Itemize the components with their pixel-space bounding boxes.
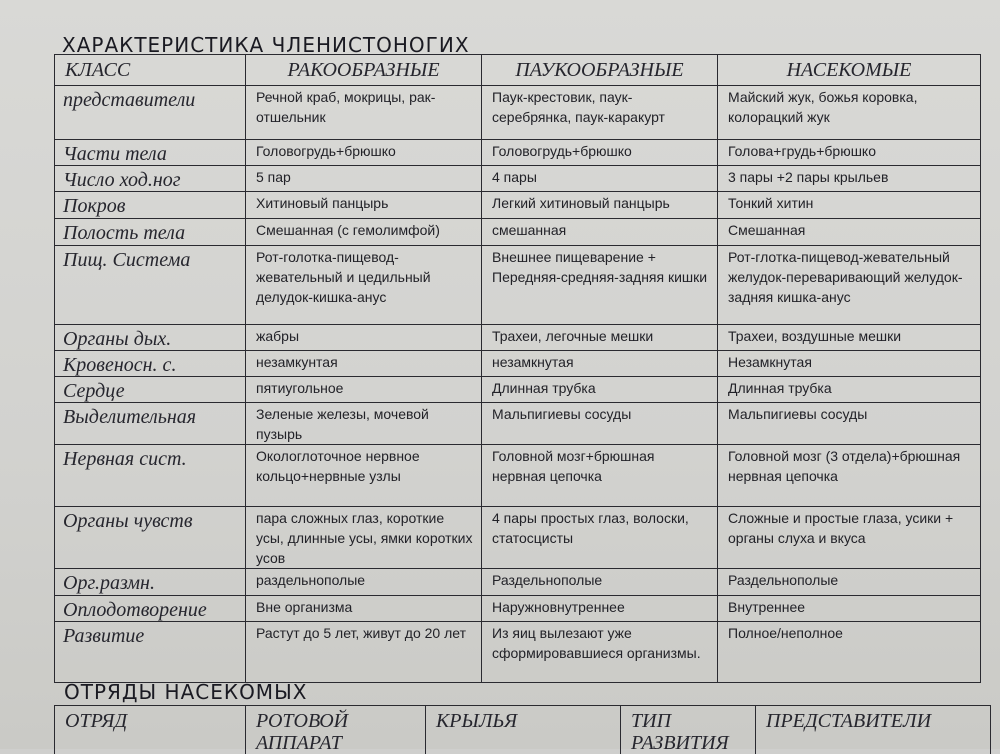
cell-crustaceans: Головогрудь+брюшко <box>246 140 482 166</box>
row-label: Органы дых. <box>55 325 246 351</box>
cell-crustaceans: Вне организма <box>246 596 482 622</box>
cell-arachnids: Легкий хитиновый панцырь <box>482 192 718 219</box>
header-representatives: ПРЕДСТАВИТЕЛИ <box>756 706 991 754</box>
table-row <box>55 166 981 192</box>
table-row <box>55 246 981 325</box>
header-order: ОТРЯД <box>55 706 246 754</box>
cell-crustaceans: жабры <box>246 325 482 351</box>
cell-insects: Незамкнутая <box>718 351 981 377</box>
row-label: Полость тела <box>55 219 246 246</box>
cell-crustaceans: Зеленые железы, мочевой пузырь <box>246 403 482 445</box>
cell-insects: Майский жук, божья коровка, колорацкий жук <box>718 86 981 140</box>
cell-crustaceans: пара сложных глаз, короткие усы, длинные усы, ямки коротких усов <box>246 507 482 569</box>
cell-crustaceans: Хитиновый панцырь <box>246 192 482 219</box>
table-row <box>55 86 981 140</box>
cell-crustaceans: 5 пар <box>246 166 482 192</box>
header-arachnids: ПАУКООБРАЗНЫЕ <box>482 55 718 86</box>
cell-insects: Мальпигиевы сосуды <box>718 403 981 445</box>
arthropods-table <box>54 54 981 683</box>
header-row <box>55 706 991 754</box>
header-row <box>55 55 981 86</box>
cell-arachnids: 4 пары <box>482 166 718 192</box>
header-development-type: ТИП РАЗВИТИЯ <box>621 706 756 754</box>
row-label: Органы чувств <box>55 507 246 569</box>
cell-arachnids: смешанная <box>482 219 718 246</box>
cell-crustaceans: Растут до 5 лет, живут до 20 лет <box>246 622 482 683</box>
cell-arachnids: Трахеи, легочные мешки <box>482 325 718 351</box>
row-label: Части тела <box>55 140 246 166</box>
row-label: Развитие <box>55 622 246 683</box>
cell-arachnids: Мальпигиевы сосуды <box>482 403 718 445</box>
cell-arachnids: Из яиц вылезают уже сформировавшиеся организмы. <box>482 622 718 683</box>
cell-insects: 3 пары +2 пары крыльев <box>718 166 981 192</box>
header-crustaceans: РАКООБРАЗНЫЕ <box>246 55 482 86</box>
header-insects: НАСЕКОМЫЕ <box>718 55 981 86</box>
header-class: КЛАСС <box>55 55 246 86</box>
table-row <box>55 325 981 351</box>
cell-arachnids: 4 пары простых глаз, волоски, статосцисты <box>482 507 718 569</box>
insect-orders-table <box>54 705 991 754</box>
cell-insects: Трахеи, воздушные мешки <box>718 325 981 351</box>
table-title: ХАРАКТЕРИСТИКА ЧЛЕНИСТОНОГИХ <box>62 33 470 57</box>
table-row <box>55 219 981 246</box>
cell-arachnids: Раздельнополые <box>482 569 718 596</box>
table-row <box>55 377 981 403</box>
row-label: Оплодотворение <box>55 596 246 622</box>
table-row <box>55 569 981 596</box>
cell-arachnids: Паук-крестовик, паук-серебрянка, паук-каракурт <box>482 86 718 140</box>
cell-crustaceans: Смешанная (с гемолимфой) <box>246 219 482 246</box>
second-table-title: ОТРЯДЫ НАСЕКОМЫХ <box>64 680 307 704</box>
cell-arachnids: Головогрудь+брюшко <box>482 140 718 166</box>
cell-insects: Полное/неполное <box>718 622 981 683</box>
cell-crustaceans: пятиугольное <box>246 377 482 403</box>
row-label: Орг.размн. <box>55 569 246 596</box>
header-mouthparts: РОТОВОЙ АППАРАТ <box>246 706 426 754</box>
cell-arachnids: Наружновнутреннее <box>482 596 718 622</box>
cell-insects: Внутреннее <box>718 596 981 622</box>
cell-insects: Рот-глотка-пищевод-жевательный желудок-переваривающий желудок-задняя кишка-анус <box>718 246 981 325</box>
table-row <box>55 403 981 445</box>
table-row <box>55 445 981 507</box>
cell-crustaceans: незамкунтая <box>246 351 482 377</box>
cell-arachnids: Длинная трубка <box>482 377 718 403</box>
header-wings: КРЫЛЬЯ <box>426 706 621 754</box>
cell-insects: Раздельнополые <box>718 569 981 596</box>
cell-crustaceans: раздельнополые <box>246 569 482 596</box>
cell-arachnids: незамкнутая <box>482 351 718 377</box>
row-label: представители <box>55 86 246 140</box>
table-row <box>55 622 981 683</box>
cell-arachnids: Головной мозг+брюшная нервная цепочка <box>482 445 718 507</box>
row-label: Сердце <box>55 377 246 403</box>
row-label: Кровеносн. с. <box>55 351 246 377</box>
table-row <box>55 596 981 622</box>
cell-crustaceans: Рот-голотка-пищевод-жевательный и цедильный делудок-кишка-анус <box>246 246 482 325</box>
table-row <box>55 507 981 569</box>
cell-insects: Сложные и простые глаза, усики + органы слуха и вкуса <box>718 507 981 569</box>
cell-insects: Голова+грудь+брюшко <box>718 140 981 166</box>
row-label: Число ход.ног <box>55 166 246 192</box>
cell-insects: Головной мозг (3 отдела)+брюшная нервная цепочка <box>718 445 981 507</box>
cell-arachnids: Внешнее пищеварение + Передняя-средняя-задняя кишки <box>482 246 718 325</box>
cell-crustaceans: Окологлоточное нервное кольцо+нервные узлы <box>246 445 482 507</box>
table-row <box>55 351 981 377</box>
cell-insects: Смешанная <box>718 219 981 246</box>
table-row <box>55 140 981 166</box>
row-label: Пищ. Система <box>55 246 246 325</box>
table-row <box>55 192 981 219</box>
row-label: Покров <box>55 192 246 219</box>
cell-crustaceans: Речной краб, мокрицы, рак-отшельник <box>246 86 482 140</box>
row-label: Выделительная <box>55 403 246 445</box>
row-label: Нервная сист. <box>55 445 246 507</box>
cell-insects: Тонкий хитин <box>718 192 981 219</box>
cell-insects: Длинная трубка <box>718 377 981 403</box>
